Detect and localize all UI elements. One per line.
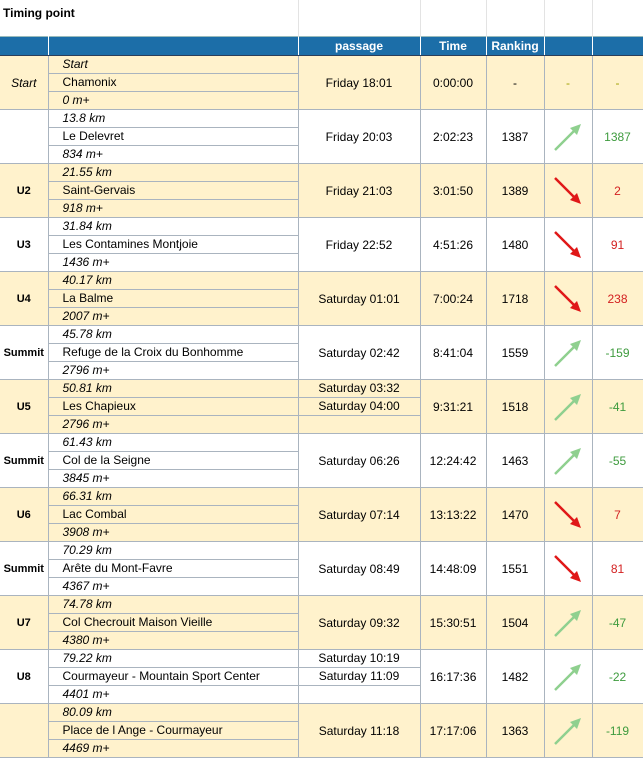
trend-cell	[544, 488, 592, 542]
passage-cell	[298, 488, 420, 542]
ranking: 1470	[486, 488, 544, 542]
elevation-gain: 834 m+	[62, 147, 103, 161]
checkpoint-info	[48, 596, 298, 650]
passage-time: Saturday 07:14	[318, 507, 400, 522]
header-blank-3	[544, 37, 592, 56]
passage-cell	[298, 596, 420, 650]
table-row	[0, 380, 643, 434]
distance: 50.81 km	[49, 380, 298, 398]
elevation-gain: 2796 m+	[62, 417, 110, 431]
arrow-up-right-icon	[551, 606, 585, 640]
distance: 74.78 km	[49, 596, 298, 614]
passage-time: Saturday 04:00	[299, 398, 420, 416]
trend-cell	[544, 110, 592, 164]
elevation-gain: 1436 m+	[62, 255, 110, 269]
checkpoint-info	[48, 380, 298, 434]
ranking: 1363	[486, 704, 544, 758]
arrow-up-right-icon	[551, 714, 585, 748]
ranking-delta: -119	[592, 704, 643, 758]
checkpoint-info	[48, 488, 298, 542]
ranking: 1559	[486, 326, 544, 380]
elapsed-time: 2:02:23	[420, 110, 486, 164]
passage-time: Friday 20:03	[325, 129, 393, 144]
checkpoint-name: Col de la Seigne	[49, 452, 298, 470]
table-row	[0, 164, 643, 218]
passage-stack	[299, 650, 420, 703]
passage-time: Saturday 10:19	[299, 650, 420, 668]
ranking-delta: 7	[592, 488, 643, 542]
timing-point-label	[0, 110, 48, 164]
passage-cell	[298, 110, 420, 164]
passage-stack	[299, 380, 420, 433]
ranking-delta: 2	[592, 164, 643, 218]
trend-cell	[544, 542, 592, 596]
distance: 45.78 km	[49, 326, 298, 344]
checkpoint-info	[48, 326, 298, 380]
elevation-gain: 918 m+	[62, 201, 103, 215]
elapsed-time: 16:17:36	[420, 650, 486, 704]
checkpoint-name: Les Chapieux	[49, 398, 298, 416]
trend-cell	[544, 164, 592, 218]
table-row	[0, 56, 643, 110]
ranking-delta: -159	[592, 326, 643, 380]
passage-cell	[298, 326, 420, 380]
ranking-delta: 238	[592, 272, 643, 326]
passage-time: Saturday 02:42	[318, 345, 400, 360]
passage-time: Friday 22:52	[325, 237, 393, 252]
timing-point-label: Summit	[0, 326, 48, 380]
checkpoint-name: La Balme	[49, 290, 298, 308]
checkpoint-info	[48, 650, 298, 704]
elevation-gain: 2796 m+	[62, 363, 110, 377]
timing-point-label: U5	[0, 380, 48, 434]
checkpoint-name: Chamonix	[49, 74, 298, 92]
table-row	[0, 596, 643, 650]
arrow-up-right-icon	[551, 120, 585, 154]
table-row	[0, 704, 643, 758]
passage-time: Saturday 03:32	[299, 380, 420, 398]
timing-point-label: U7	[0, 596, 48, 650]
ranking: 1387	[486, 110, 544, 164]
distance: 40.17 km	[49, 272, 298, 290]
page-title: Timing point	[0, 0, 298, 37]
table-row	[0, 218, 643, 272]
ranking: 1463	[486, 434, 544, 488]
elevation-gain: 3908 m+	[62, 525, 110, 539]
table-row	[0, 272, 643, 326]
table-row	[0, 650, 643, 704]
table-row	[0, 542, 643, 596]
elapsed-time: 14:48:09	[420, 542, 486, 596]
elevation-gain: 4469 m+	[62, 741, 110, 755]
ranking-delta: -41	[592, 380, 643, 434]
timing-point-label: Summit	[0, 542, 48, 596]
elapsed-time: 9:31:21	[420, 380, 486, 434]
checkpoint-name: Courmayeur - Mountain Sport Center	[49, 668, 298, 686]
table-row	[0, 110, 643, 164]
checkpoint-info	[48, 434, 298, 488]
header-blank-4	[592, 37, 643, 56]
distance: 70.29 km	[49, 542, 298, 560]
elapsed-time: 4:51:26	[420, 218, 486, 272]
passage-time: Saturday 01:01	[318, 291, 400, 306]
elevation-gain: 4367 m+	[62, 579, 110, 593]
passage-time: Saturday 06:26	[318, 453, 400, 468]
timing-point-label: Summit	[0, 434, 48, 488]
ranking-delta: 1387	[592, 110, 643, 164]
checkpoint-name: Le Delevret	[49, 128, 298, 146]
checkpoint-info	[48, 164, 298, 218]
arrow-up-right-icon	[551, 444, 585, 478]
trend-cell	[544, 272, 592, 326]
trend-dash: -	[566, 75, 571, 90]
ranking: 1551	[486, 542, 544, 596]
trend-cell	[544, 56, 592, 110]
arrow-down-right-icon	[551, 228, 585, 262]
passage-empty	[299, 416, 420, 433]
checkpoint-info	[48, 542, 298, 596]
arrow-up-right-icon	[551, 660, 585, 694]
timing-point-label: Start	[0, 56, 48, 110]
elevation-gain: 4380 m+	[62, 633, 110, 647]
distance: Start	[49, 56, 298, 74]
distance: 21.55 km	[49, 164, 298, 182]
ranking: 1518	[486, 380, 544, 434]
passage-time: Saturday 11:18	[318, 723, 400, 738]
trend-cell	[544, 434, 592, 488]
ranking: 1389	[486, 164, 544, 218]
ranking: 1504	[486, 596, 544, 650]
trend-cell	[544, 326, 592, 380]
timing-point-label: U3	[0, 218, 48, 272]
passage-time: Friday 18:01	[325, 75, 393, 90]
passage-cell	[298, 380, 420, 434]
passage-cell	[298, 272, 420, 326]
ranking-delta: -55	[592, 434, 643, 488]
elapsed-time: 0:00:00	[420, 56, 486, 110]
ranking-delta: -	[592, 56, 643, 110]
passage-time: Saturday 08:49	[318, 561, 400, 576]
distance: 66.31 km	[49, 488, 298, 506]
ranking-delta: 81	[592, 542, 643, 596]
checkpoint-name: Les Contamines Montjoie	[49, 236, 298, 254]
passage-time: Saturday 09:32	[318, 615, 400, 630]
passage-cell	[298, 218, 420, 272]
checkpoint-name: Saint-Gervais	[49, 182, 298, 200]
checkpoint-info	[48, 56, 298, 110]
arrow-down-right-icon	[551, 552, 585, 586]
timing-point-label: U6	[0, 488, 48, 542]
arrow-down-right-icon	[551, 282, 585, 316]
header-time: Time	[420, 37, 486, 56]
passage-cell	[298, 650, 420, 704]
table-row	[0, 488, 643, 542]
arrow-up-right-icon	[551, 336, 585, 370]
timing-point-label: U4	[0, 272, 48, 326]
table-header	[0, 37, 643, 56]
checkpoint-name: Lac Combal	[49, 506, 298, 524]
checkpoint-name: Arête du Mont-Favre	[49, 560, 298, 578]
elapsed-time: 7:00:24	[420, 272, 486, 326]
header-passage: passage	[298, 37, 420, 56]
ranking: 1480	[486, 218, 544, 272]
checkpoint-name: Col Checrouit Maison Vieille	[49, 614, 298, 632]
passage-cell	[298, 704, 420, 758]
distance: 79.22 km	[49, 650, 298, 668]
elapsed-time: 15:30:51	[420, 596, 486, 650]
checkpoint-info	[48, 110, 298, 164]
elapsed-time: 13:13:22	[420, 488, 486, 542]
arrow-up-right-icon	[551, 390, 585, 424]
trend-cell	[544, 380, 592, 434]
elapsed-time: 8:41:04	[420, 326, 486, 380]
passage-cell	[298, 164, 420, 218]
trend-cell	[544, 596, 592, 650]
table-row	[0, 326, 643, 380]
elevation-gain: 0 m+	[62, 93, 90, 107]
header-blank-2	[48, 37, 298, 56]
checkpoint-name: Refuge de la Croix du Bonhomme	[49, 344, 298, 362]
passage-time: Saturday 11:09	[299, 668, 420, 686]
arrow-down-right-icon	[551, 174, 585, 208]
passage-empty	[299, 686, 420, 703]
arrow-down-right-icon	[551, 498, 585, 532]
checkpoint-name: Place de l Ange - Courmayeur	[49, 722, 298, 740]
distance: 31.84 km	[49, 218, 298, 236]
ranking: 1718	[486, 272, 544, 326]
trend-cell	[544, 704, 592, 758]
elapsed-time: 17:17:06	[420, 704, 486, 758]
checkpoint-info	[48, 272, 298, 326]
passage-cell	[298, 542, 420, 596]
passage-cell	[298, 434, 420, 488]
distance: 13.8 km	[49, 110, 298, 128]
elevation-gain: 3845 m+	[62, 471, 110, 485]
distance: 61.43 km	[49, 434, 298, 452]
ranking-delta: -22	[592, 650, 643, 704]
timing-point-label	[0, 704, 48, 758]
trend-cell	[544, 650, 592, 704]
passage-cell	[298, 56, 420, 110]
ranking-delta: 91	[592, 218, 643, 272]
ranking: -	[486, 56, 544, 110]
ranking-delta: -47	[592, 596, 643, 650]
checkpoint-info	[48, 218, 298, 272]
ranking: 1482	[486, 650, 544, 704]
elapsed-time: 3:01:50	[420, 164, 486, 218]
distance: 80.09 km	[49, 704, 298, 722]
elevation-gain: 2007 m+	[62, 309, 110, 323]
checkpoint-info	[48, 704, 298, 758]
table-row	[0, 434, 643, 488]
header-ranking: Ranking	[486, 37, 544, 56]
elevation-gain: 4401 m+	[62, 687, 110, 701]
elapsed-time: 12:24:42	[420, 434, 486, 488]
trend-cell	[544, 218, 592, 272]
timing-point-label: U8	[0, 650, 48, 704]
header-blank-1	[0, 37, 48, 56]
timing-point-label: U2	[0, 164, 48, 218]
passage-time: Friday 21:03	[325, 183, 393, 198]
